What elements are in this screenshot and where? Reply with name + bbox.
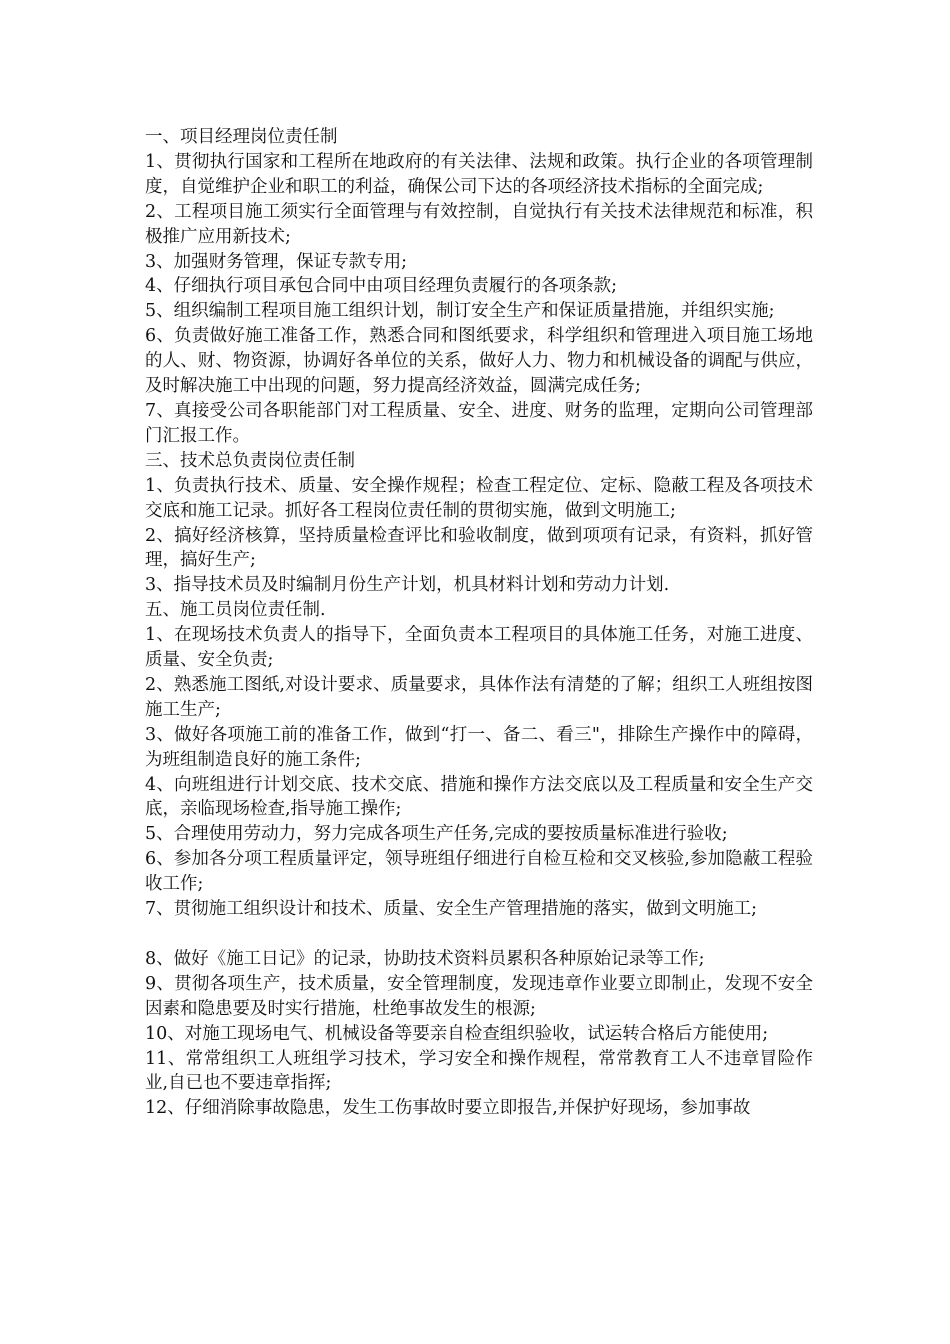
- paragraph: 10、对施工现场电气、机械设备等要亲自检查组织验收，试运转合格后方能使用;: [145, 1023, 769, 1044]
- paragraph: 3、指导技术员及时编制月份生产计划，机具材料计划和劳动力计划.: [145, 575, 670, 596]
- paragraph: 1、负责执行技术、质量、安全操作规程；检查工程定位、定标、隐蔽工程及各项技术交底和施工记录。抓好各工程岗位责任制的贯彻实施，做到文明施工;: [145, 475, 813, 521]
- paragraph: 3、加强财务管理，保证专款专用;: [145, 251, 408, 272]
- paragraph: 12、仔细消除事故隐患，发生工伤事故时要立即报告,并保护好现场，参加事故: [145, 1098, 751, 1119]
- paragraph: 4、向班组进行计划交底、技术交底、措施和操作方法交底以及工程质量和安全生产交底，亲临现场检查,指导施工操作;: [145, 774, 813, 820]
- paragraph: 5、组织编制工程项目施工组织计划，制订安全生产和保证质量措施，并组织实施;: [145, 301, 775, 322]
- paragraph: 1、贯彻执行国家和工程所在地政府的有关法律、法规和政策。执行企业的各项管理制度，自觉维护企业和职工的利益，确保公司下达的各项经济技术指标的全面完成;: [145, 151, 813, 197]
- paragraph: 2、搞好经济核算，坚持质量检查评比和验收制度，做到项项有记录，有资料，抓好管理，搞好生产;: [145, 525, 813, 571]
- paragraph: 2、熟悉施工图纸,对设计要求、质量要求，具体作法有清楚的了解；组织工人班组按图施工生产;: [145, 674, 813, 720]
- paragraph: 1、在现场技术负责人的指导下，全面负责本工程项目的具体施工任务，对施工进度、质量、安全负责;: [145, 625, 813, 671]
- blank-line: [145, 922, 813, 947]
- paragraph: 5、合理使用劳动力，努力完成各项生产任务,完成的要按质量标准进行验收;: [145, 824, 728, 845]
- section-heading: 五、施工员岗位责任制.: [145, 600, 326, 621]
- paragraph: 3、做好各项施工前的准备工作，做到“打一、备二、看三"，排除生产操作中的障碍，为班组制造良好的施工条件;: [145, 724, 813, 770]
- paragraph: 8、做好《施工日记》的记录，协助技术资料员累积各种原始记录等工作;: [145, 948, 705, 969]
- document-body: [145, 125, 813, 1121]
- paragraph: 7、真接受公司各职能部门对工程质量、安全、进度、财务的监理，定期向公司管理部门汇报工作。: [145, 400, 813, 446]
- paragraph: 11、常常组织工人班组学习技术，学习安全和操作规程，常常教育工人不违章冒险作业,自已也不要违章指挥;: [145, 1048, 813, 1094]
- section-heading: 一、项目经理岗位责任制: [145, 127, 338, 147]
- paragraph: 2、工程项目施工须实行全面管理与有效控制，自觉执行有关技术法律规范和标准，积极推广应用新技术;: [145, 201, 813, 247]
- paragraph: 6、负责做好施工准备工作，熟悉合同和图纸要求，科学组织和管理进入项目施工场地的人、财、物资源，协调好各单位的关系，做好人力、物力和机械设备的调配与供应，及时解决施工中出现的问题，努力提高经济效益，圆满完成任务;: [145, 326, 813, 397]
- paragraph: 7、贯彻施工组织设计和技术、质量、安全生产管理措施的落实，做到文明施工;: [145, 899, 758, 920]
- paragraph: 4、仔细执行项目承包合同中由项目经理负责履行的各项条款;: [145, 276, 618, 297]
- section-heading: 三、技术总负责岗位责任制: [145, 450, 355, 471]
- paragraph: 9、贯彻各项生产，技术质量，安全管理制度，发现违章作业要立即制止，发现不安全因素和隐患要及时实行措施，杜绝事故发生的根源;: [145, 973, 813, 1019]
- paragraph: 6、参加各分项工程质量评定，领导班组仔细进行自检互检和交叉核验,参加隐蔽工程验收工作;: [145, 849, 813, 895]
